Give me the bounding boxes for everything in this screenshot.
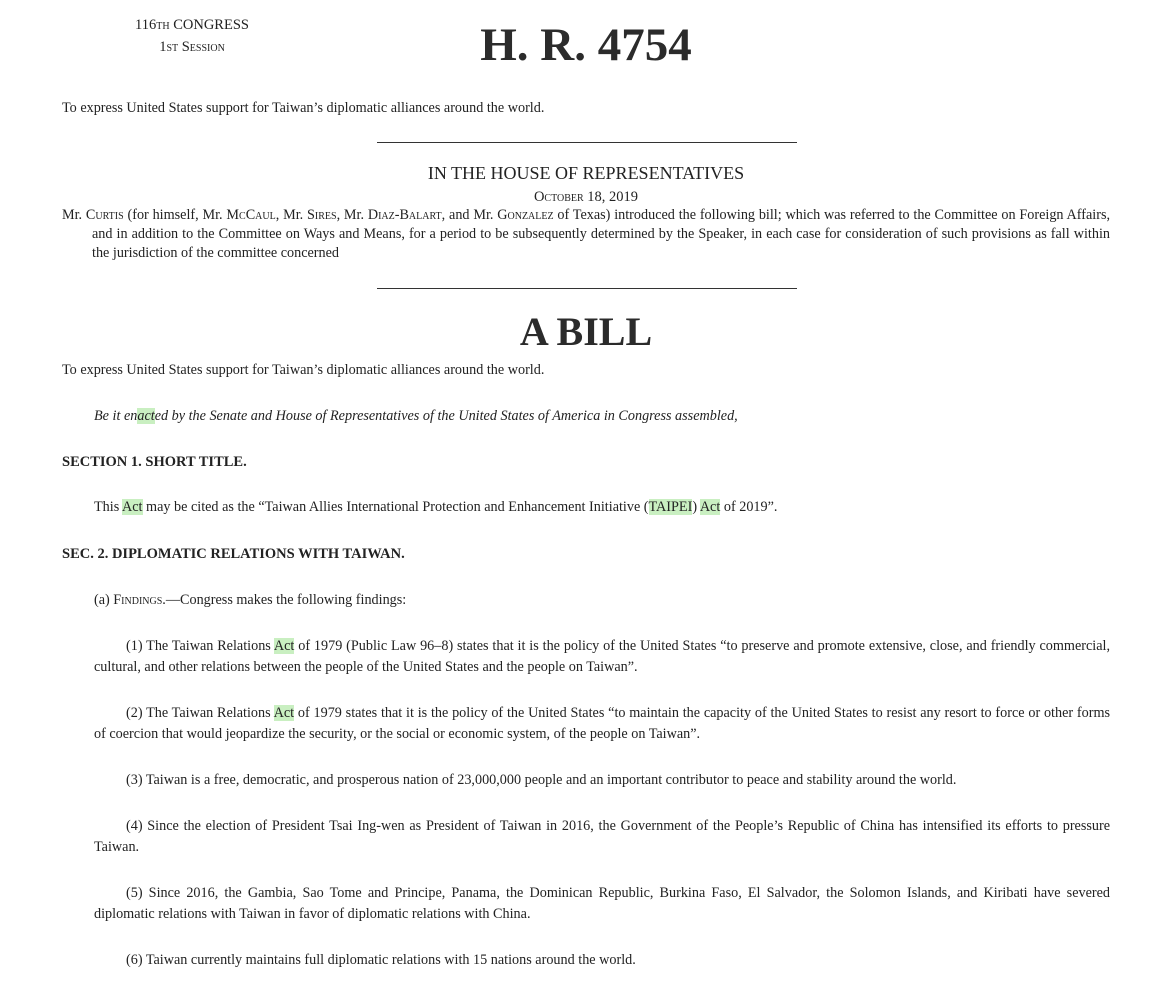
sponsor-prefix: Mr. [62,207,86,223]
bill-number: H. R. 4754 [480,19,692,71]
bill-heading: A BILL [519,309,653,354]
search-highlight: Act [699,499,721,515]
finding-text: of 1979 states that it is the policy of the United States “to maintain the capacity of the United States to resist any resort to force or other forms of coercion that would jeopardize the security, or the social or economic system, of the people on Taiwan”. [94,705,1111,742]
divider-bottom [377,288,797,289]
finding-text: (1) The Taiwan Relations [126,638,274,654]
session-ordinal: st [166,39,179,55]
intro-text: (for himself, Mr. [123,207,227,223]
section-1-heading: SECTION 1. SHORT TITLE. [62,454,247,470]
finding-5: (5) Since 2016, the Gambia, Sao Tome and Principe, Panama, the Dominican Republic, Burkina Faso, El Salvador, the Solomon Islands, and Kiribati have severed diplomatic relations with Taiwan in favor of diplomatic relations with China. [94,885,1110,922]
section-text: This [94,499,122,515]
congress-word: CONGRESS [173,17,249,33]
cosponsor-name: Diaz-Balart [367,207,442,223]
divider-top [377,142,797,143]
finding-4: (4) Since the election of President Tsai Ing-wen as President of Taiwan in 2016, the Government of the People’s Republic of China has intensified its efforts to pressure Taiwan. [94,818,1110,855]
congress-session-label [112,14,272,58]
session-word: Session [181,39,225,55]
sponsor-name: Curtis [85,207,124,223]
session-number: 1 [159,39,167,55]
search-highlight: Act [273,638,295,654]
session-line [112,36,272,58]
intro-text: , Mr. [336,207,368,223]
search-highlight: act [137,408,155,424]
section-2-heading: SEC. 2. DIPLOMATIC RELATIONS WITH TAIWAN. [62,546,405,562]
search-highlight: Act [273,705,295,721]
search-highlight: TAIPEI [648,499,693,515]
finding-3: (3) Taiwan is a free, democratic, and prosperous nation of 23,000,000 people and an important contributor to peace and stability around the world. [126,772,957,788]
section-text: may be cited as the “Taiwan Allies International Protection and Enhancement Initiative ( [142,499,649,515]
section-1-text [94,497,1110,518]
subsection-label: (a) [94,592,114,608]
intro-text: , and Mr. [441,207,498,223]
section-text: of 2019”. [720,499,778,515]
subsection-a [94,590,1110,611]
intro-text: , Mr. [275,207,307,223]
introduction-paragraph [62,206,1110,263]
finding-6: (6) Taiwan currently maintains full diplomatic relations with 15 nations around the world. [126,952,636,968]
finding-2 [94,703,1110,745]
intro-text: of Texas) introduced the following bill; which was referred to the Committee on Foreign Affairs, and in addition to the Committee on Ways and Means, for a period to be subsequently determined by the Speaker, in each case for consideration of such provisions as fall within the jurisdiction of the committee concerned [92,207,1111,261]
cosponsor-name: McCaul [226,207,276,223]
enacting-text: Be it en [94,408,138,424]
subsection-text: .—Congress makes the following findings: [162,592,407,608]
congress-ordinal: th [156,17,170,33]
cosponsor-name: Sires [307,207,337,223]
enacting-clause [94,406,738,426]
section-text: ) [692,499,700,515]
chamber-heading: IN THE HOUSE OF REPRESENTATIVES [427,163,745,183]
purpose-statement: To express United States support for Taiwan’s diplomatic alliances around the world. [62,362,545,378]
short-description: To express United States support for Taiwan’s diplomatic alliances around the world. [62,100,545,116]
cosponsor-name: Gonzalez [497,207,554,223]
finding-1 [94,636,1110,678]
introduction-date: October 18, 2019 [533,189,639,205]
finding-text: of 1979 (Public Law 96–8) states that it is the policy of the United States “to preserve and promote extensive, close, and friendly commercial, cultural, and other relations between the people of the United States and the people on Taiwan”. [94,638,1110,675]
search-highlight: Act [122,499,143,515]
finding-text: (2) The Taiwan Relations [126,705,274,721]
congress-line [112,14,272,36]
congress-number: 116 [135,17,157,33]
enacting-text: ed by the Senate and House of Representatives of the United States of America in Congress assembled, [154,408,738,424]
subsection-title: Findings [113,592,163,608]
